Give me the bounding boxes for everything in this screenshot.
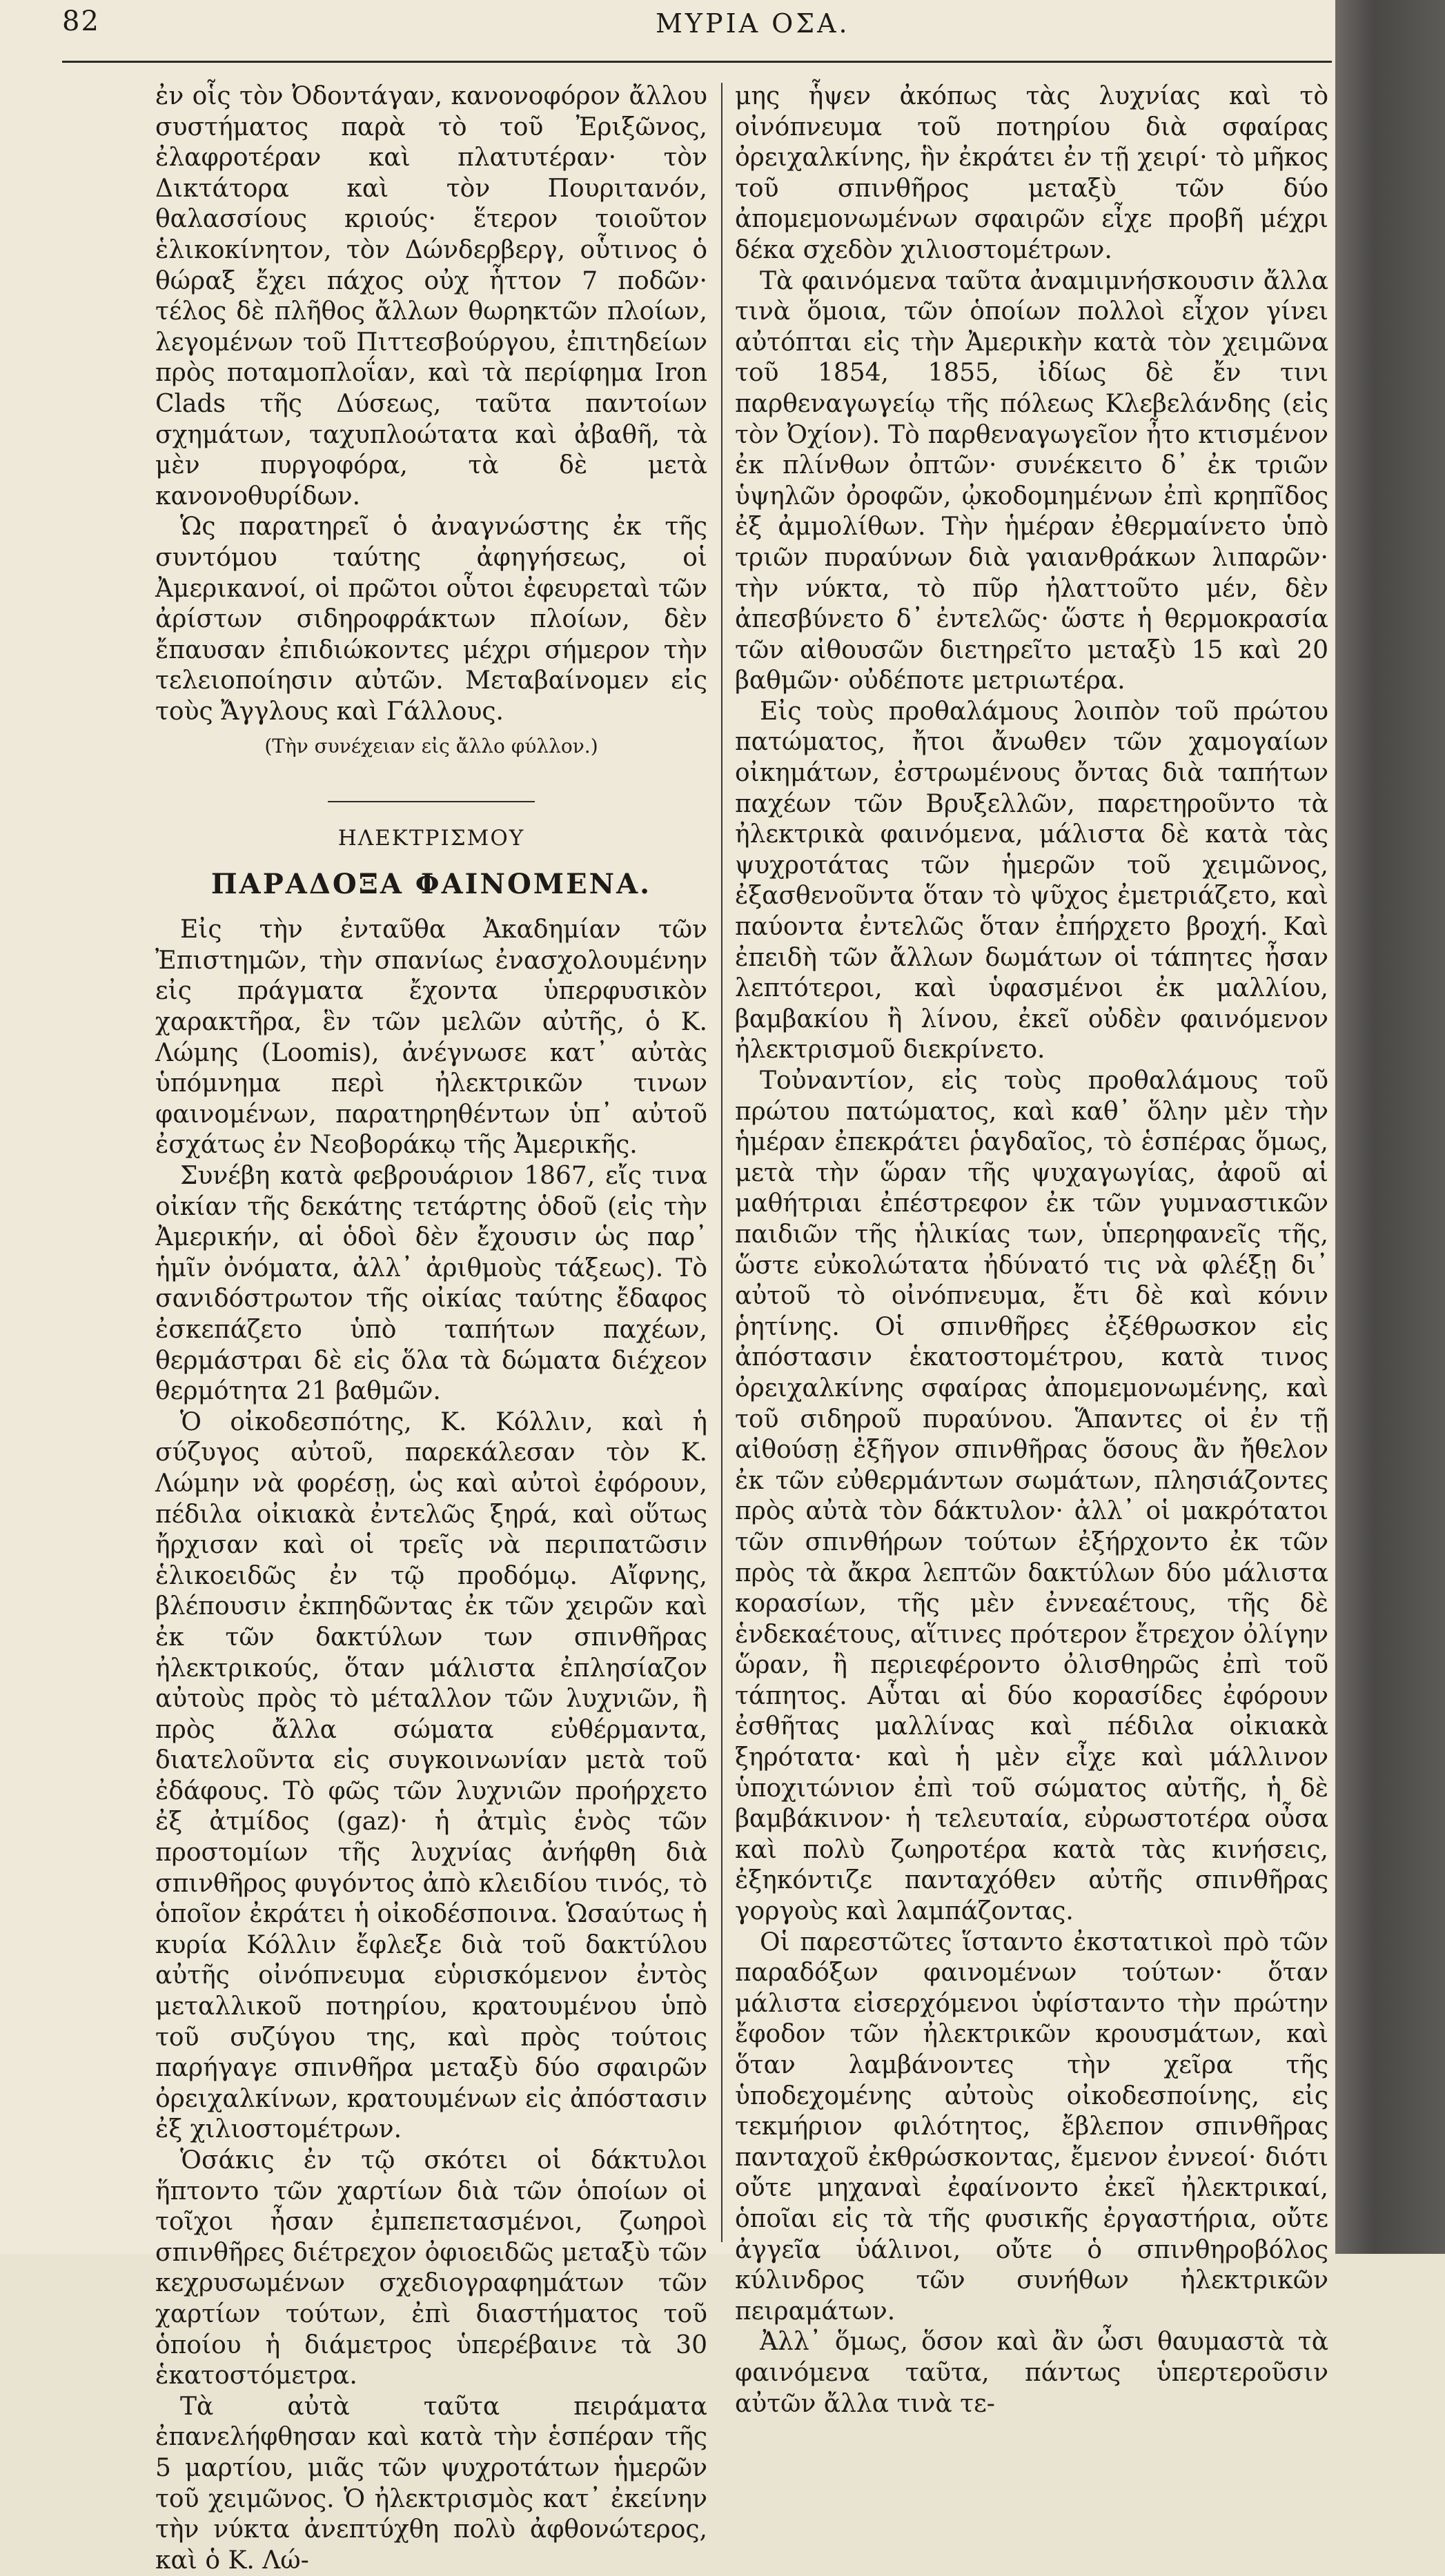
left-paragraph-6: Ὁσάκις ἐν τῷ σκότει οἱ δάκτυλοι ἥπτοντο τῶν χαρτίων διὰ τῶν ὁποίων οἱ τοῖχοι ἦσαν ἐμπεπετασμένοι, ζωηροὶ σπινθῆρες διέτρεχον ὀφιοειδῶς μεταξὺ τῶν κεχρυσωμένων σχεδιογραφημάτων τῶν χαρτίων τούτων, ἐπὶ διαστήματος τοῦ ὁποίου ἡ διάμετρος ὑπερέβαινε τὰ 30 ἑκατοστόμετρα. [155,2146,707,2390]
section-divider [328,801,535,802]
right-column [735,81,1328,2419]
right-paragraph-2: Τὰ φαινόμενα ταῦτα ἀναμιμνήσκουσιν ἄλλα τινὰ ὅμοια, τῶν ὁποίων πολλοὶ εἶχον γίνει αὐτόπται εἰς τὴν Ἀμερικὴν κατὰ τὸν χειμῶνα τοῦ 1854, 1855, ἰδίως δὲ ἔν τινι παρθεναγωγείῳ τῆς πόλεως Κλεβελάνδης (εἰς τὸν Ὀχίον). Τὸ παρθεναγωγεῖον ἦτο κτισμένον ἐκ πλίνθων ὀπτῶν· συνέκειτο δ᾽ ἐκ τριῶν ὑψηλῶν ὀροφῶν, ᾠκοδομημένων ἐπὶ κρηπῖδος ἐξ ἀμμολίθων. Τὴν ἡμέραν ἐθερμαίνετο ὑπὸ τριῶν πυραύνων διὰ γαιανθράκων λιπαρῶν· τὴν νύκτα, τὸ πῦρ ἠλαττοῦτο μέν, δὲν ἀπεσβύνετο δ᾽ ἐντελῶς· ὥστε ἡ θερμοκρασία τῶν αἰθουσῶν διετηρεῖτο μεταξὺ 15 καὶ 20 βαθμῶν· οὐδέποτε μετριωτέρα. [735,266,1328,695]
left-paragraph-4: Συνέβη κατὰ φεβρουάριον 1867, εἴς τινα οἰκίαν τῆς δεκάτης τετάρτης ὁδοῦ (εἰς τὴν Ἀμερικήν, αἱ ὁδοὶ δὲν ἔχουσιν ὡς παρ᾽ ἡμῖν ὀνόματα, ἀλλ᾽ ἀριθμοὺς τάξεως). Τὸ σανιδόστρωτον τῆς οἰκίας ταύτης ἔδαφος ἐσκεπάζετο ὑπὸ ταπήτων παχέων, θερμάστραι δὲ εἰς ὅλα τὰ δώματα διέχεον θερμότητα 21 βαθμῶν. [155,1162,707,1406]
header-rule [62,61,1332,63]
left-paragraph-5: Ὁ οἰκοδεσπότης, Κ. Κόλλιν, καὶ ἡ σύζυγος αὐτοῦ, παρεκάλεσαν τὸν Κ. Λώμην νὰ φορέσῃ, ὡς καὶ αὐτοὶ ἐφόρουν, πέδιλα οἰκιακὰ ἐντελῶς ξηρά, καὶ οὕτως ἤρχισαν καὶ οἱ τρεῖς νὰ περιπατῶσιν ἑλικοειδῶς ἐν τῷ προδόμῳ. Αἴφνης, βλέπουσιν ἐκπηδῶντας ἐκ τῶν χειρῶν καὶ ἐκ τῶν δακτύλων των σπινθῆρας ἠλεκτρικούς, ὅταν μάλιστα ἐπλησίαζον αὐτοὺς πρὸς τὸ μέταλλον τῶν λυχνιῶν, ἢ πρὸς ἄλλα σώματα εὐθέρμαντα, διατελοῦντα εἰς συγκοινωνίαν μετὰ τοῦ ἐδάφους. Τὸ φῶς τῶν λυχνιῶν προήρχετο ἐξ ἀτμίδος (gaz)· ἡ ἀτμὶς ἑνὸς τῶν προστομίων τῆς λυχνίας ἀνήφθη διὰ σπινθῆρος φυγόντος ἀπὸ κλειδίου τινός, τὸ ὁποῖον ἐκράτει ἡ οἰκοδέσποινα. Ὡσαύτως ἡ κυρία Κόλλιν ἔφλεξε διὰ τοῦ δακτύλου αὐτῆς οἰνόπνευμα εὑρισκόμενον ἐντὸς μεταλλικοῦ ποτηρίου, κρατουμένου ὑπὸ τοῦ συζύγου της, καὶ πρὸς τούτοις παρήγαγε σπινθῆρα μεταξὺ δύο σφαιρῶν ὀρειχαλκίνων, κρατουμένων εἰς ἀπόστασιν ἐξ χιλιοστομέτρων. [155,1407,707,2144]
right-paragraph-5: Οἱ παρεστῶτες ἵσταντο ἐκστατικοὶ πρὸ τῶν παραδόξων φαινομένων τούτων· ὅταν μάλιστα εἰσερχόμενοι ὑφίσταντο τὴν πρώτην ἔφοδον τῶν ἠλεκτρικῶν κρουσμάτων, καὶ ὅταν λαμβάνοντες τὴν χεῖρα τῆς ὑποδεχομένης αὐτοὺς οἰκοδεσποίνης, εἰς τεκμήριον φιλότητος, ἔβλεπον σπινθῆρας πανταχοῦ ἐκθρώσκοντας, ἔμενον ἐννεοί· διότι οὔτε μηχαναὶ ἐφαίνοντο ἐκεῖ ἠλεκτρικαί, ὁποῖαι εἰς τὰ τῆς φυσικῆς ἐργαστήρια, οὔτε ἀγγεῖα ὑάλινοι, οὔτε ὁ σπινθηροβόλος κύλινδρος τῶν συνήθων ἠλεκτρικῶν πειραμάτων. [735,1928,1328,2326]
left-paragraph-2: Ὡς παρατηρεῖ ὁ ἀναγνώστης ἐκ τῆς συντόμου ταύτης ἀφηγήσεως, οἱ Ἀμερικανοί, οἱ πρῶτοι οὗτοι ἐφευρεταὶ τῶν ἀρίστων σιδηροφράκτων πλοίων, δὲν ἔπαυσαν ἐπιδιώκοντες μέχρι σήμερον τὴν τελειοποίησιν αὐτῶν. Μεταβαίνομεν εἰς τοὺς Ἄγγλους καὶ Γάλλους. [155,513,707,726]
left-paragraph-3: Εἰς τὴν ἐνταῦθα Ἀκαδημίαν τῶν Ἐπιστημῶν, τὴν σπανίως ἐνασχολουμένην εἰς πράγματα ἔχοντα ὑπερφυσικὸν χαρακτῆρα, ἓν τῶν μελῶν αὐτῆς, ὁ Κ. Λώμης (Loomis), ἀνέγνωσε κατ᾽ αὐτὰς ὑπόμνημα περὶ ἠλεκτρικῶν τινων φαινομένων, παρατηρηθέντων ὑπ᾽ αὐτοῦ ἐσχάτως ἐν Νεοβοράκῳ τῆς Ἀμερικῆς. [155,915,707,1160]
right-paragraph-3: Εἰς τοὺς προθαλάμους λοιπὸν τοῦ πρώτου πατώματος, ἤτοι ἄνωθεν τῶν χαμογαίων οἰκημάτων, ἐστρωμένους ὄντας διὰ ταπήτων παχέων τῶν Βρυξελλῶν, παρετηροῦντο τὰ ἠλεκτρικὰ φαινόμενα, μάλιστα δὲ κατὰ τὰς ψυχροτάτας τῶν ἡμερῶν τοῦ χειμῶνος, ἐξασθενοῦντα ὅταν τὸ ψῦχος ἐμετριάζετο, καὶ παύοντα ἐντελῶς ὅταν ἐπήρχετο βροχή. Καὶ ἐπειδὴ τῶν ἄλλων δωμάτων οἱ τάπητες ἦσαν λεπτότεροι, καὶ ὑφασμένοι ἐκ μαλλίου, βαμβακίου ἢ λίνου, ἐκεῖ οὐδὲν φαινόμενον ἠλεκτρισμοῦ διεκρίνετο. [735,697,1328,1064]
right-paragraph-6: Ἀλλ᾽ ὅμως, ὅσον καὶ ἂν ὦσι θαυμαστὰ τὰ φαινόμενα ταῦτα, πάντως ὑπερτεροῦσιν αὐτῶν ἄλλα τινὰ τε- [735,2328,1328,2418]
running-title: ΜΥΡΙΑ ΟΣΑ. [656,8,850,39]
section-title: ΗΛΕΚΤΡΙΣΜΟΥ [337,826,525,851]
left-paragraph-1: ἐν οἷς τὸν Ὀδοντάγαν, κανονοφόρον ἄλλου συστήματος παρὰ τὸ τοῦ Ἐριξῶνος, ἐλαφροτέραν καὶ πλατυτέραν· τὸν Δικτάτορα καὶ τὸν Πουριτανόν, θαλασσίους κριούς· ἕτερον τοιοῦτον ἑλικοκίνητον, τὸν Δώνδερβεργ, οὗτινος ὁ θώραξ ἔχει πάχος οὐχ ἧττον 7 ποδῶν· τέλος δὲ πλῆθος ἄλλων θωρηκτῶν πλοίων, λεγομένων τοῦ Πιττεσβούργου, ἐπιτηδείων πρὸς ποταμοπλοΐαν, καὶ τὰ περίφημα Iron Clads τῆς Δύσεως, ταῦτα παντοίων σχημάτων, ταχυπλοώτατα καὶ ἀβαθῆ, τὰ μὲν πυργοφόρα, τὰ δὲ μετὰ κανονοθυρίδων. [155,82,707,511]
column-divider [721,83,722,2242]
right-paragraph-4: Τοὐναντίον, εἰς τοὺς προθαλάμους τοῦ πρώτου πατώματος, καὶ καθ᾽ ὅλην μὲν τὴν ἡμέραν ἐπεκράτει ῥαγδαῖος, τὸ ἑσπέρας ὅμως, μετὰ τὴν ὥραν τῆς ψυχαγωγίας, ἀφοῦ αἱ μαθήτριαι ἐπέστρεφον ἐκ τῶν γυμναστικῶν παιδιῶν τῆς ἡλικίας των, ὑπερηφανεῖς τῆς, ὥστε εὐκολώτατα ἠδύνατό τις νὰ φλέξῃ δι᾽ αὐτοῦ τὸ οἰνόπνευμα, ἔτι δὲ καὶ κόνιν ῥητίνης. Οἱ σπινθῆρες ἐξέθρωσκον εἰς ἀπόστασιν ἑκατοστομέτρου, κατὰ τινος ὀρειχαλκίνης σφαίρας ἀπομεμονωμένης, καὶ τοῦ σιδηροῦ πυραύνου. Ἅπαντες οἱ ἐν τῇ αἰθούσῃ ἐξῆγον σπινθῆρας ὅσους ἂν ἤθελον ἐκ τῶν εὐθερμάντων σωμάτων, πλησιάζοντες πρὸς αὐτὰ τὸν δάκτυλον· ἀλλ᾽ οἱ μακρότατοι τῶν σπινθήρων τούτων ἐξήρχοντο ἐκ τῶν πρὸς τὰ ἄκρα λεπτῶν δακτύλων δύο μάλιστα κορασίων, τῆς μὲν ἐννεαέτους, τῆς δὲ ἑνδεκαέτους, αἵτινες πρότερον ἔτρεχον ὀλίγην ὥραν, ἢ περιεφέροντο ὀλισθηρῶς ἐπὶ τοῦ τάπητος. Αὗται αἱ δύο κορασίδες ἐφόρουν ἐσθῆτας μαλλίνας καὶ πέδιλα οἰκιακὰ ξηρότατα· καὶ ἡ μὲν εἶχε καὶ μάλλινον ὑποχιτώνιον ἐπὶ τοῦ σώματος αὐτῆς, ἡ δὲ βαμβάκινον· ἡ τελευταία, εὐρωστοτέρα οὖσα καὶ πολὺ ζωηροτέρα κατὰ τὰς κινήσεις, ἐξηκόντιζε πανταχόθεν αὐτῆς σπινθῆρας γοργοὺς καὶ λαμπάζοντας. [735,1067,1328,1926]
page-edge-shadow [1335,0,1445,2254]
continued-note: (Τὴν συνέχειαν εἰς ἄλλο φύλλον.) [264,735,598,758]
left-paragraph-7: Τὰ αὐτὰ ταῦτα πειράματα ἐπανελήφθησαν καὶ κατὰ τὴν ἑσπέραν τῆς 5 μαρτίου, μιᾶς τῶν ψυχροτάτων ἡμερῶν τοῦ χειμῶνος. Ὁ ἠλεκτρισμὸς κατ᾽ ἐκείνην τὴν νύκτα ἀνεπτύχθη πολὺ ἀφθονώτερος, καὶ ὁ Κ. Λώ- [155,2392,707,2575]
left-column [155,81,707,2576]
page-number: 82 [62,6,100,37]
right-paragraph-1: μης ἧψεν ἀκόπως τὰς λυχνίας καὶ τὸ οἰνόπνευμα τοῦ ποτηρίου διὰ σφαίρας ὀρειχαλκίνης, ἣν ἐκράτει ἐν τῇ χειρί· τὸ μῆκος τοῦ σπινθῆρος μεταξὺ τῶν δύο ἀπομεμονωμένων σφαιρῶν εἶχε προβῆ μέχρι δέκα σχεδὸν χιλιοστομέτρων. [735,82,1328,264]
section-subtitle: ΠΑΡΑΔΟΞΑ ΦΑΙΝΟΜΕΝΑ. [210,867,652,900]
